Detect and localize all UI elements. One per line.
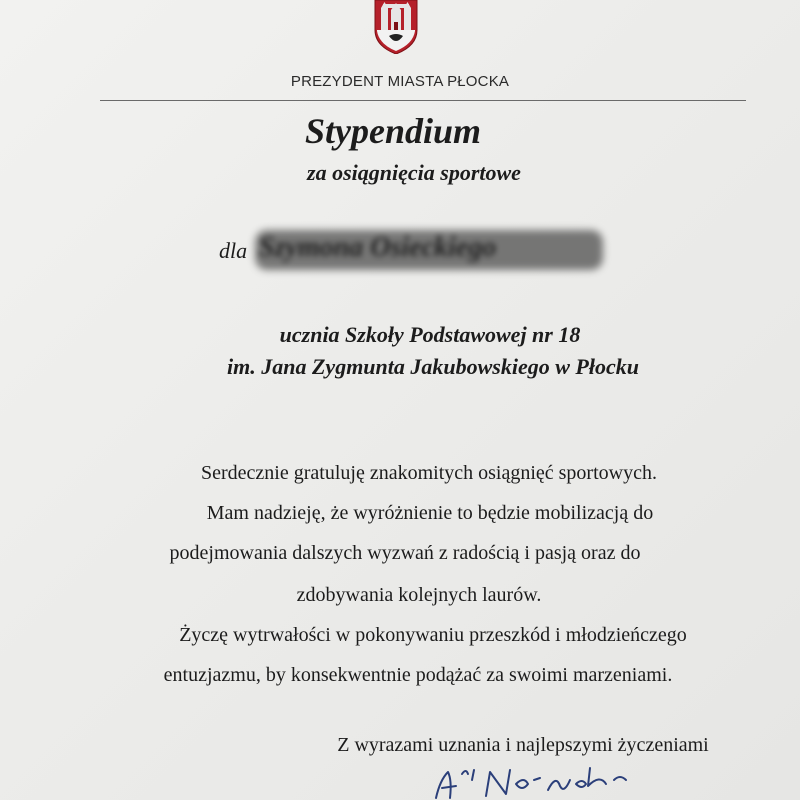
- redaction-blur: [255, 230, 603, 270]
- certificate-title: Stypendium: [304, 111, 482, 151]
- city-coat-of-arms-icon: [369, 0, 423, 54]
- handwritten-signature-icon: [430, 750, 640, 800]
- body-line: entuzjazmu, by konsekwentnie podążać za swoimi marzeniami.: [163, 664, 673, 686]
- certificate-subtitle: za osiągnięcia sportowe: [307, 160, 521, 185]
- school-line-2: im. Jana Zygmunta Jakubowskiego w Płocku: [227, 354, 639, 379]
- issuer-heading: PREZYDENT MIASTA PŁOCKA: [290, 73, 510, 90]
- closing-text: Z wyrazami uznania i najlepszymi życzeniami: [337, 734, 709, 756]
- body-line: Serdecznie gratuluję znakomitych osiągnięć sportowych.: [201, 462, 657, 484]
- school-line-1: ucznia Szkoły Podstawowej nr 18: [279, 322, 581, 347]
- dedication-prefix: dla: [219, 238, 248, 263]
- body-line: Życzę wytrwałości w pokonywaniu przeszkód i młodzieńczego: [179, 624, 687, 646]
- body-line: zdobywania kolejnych laurów.: [296, 584, 542, 606]
- body-line: podejmowania dalszych wyzwań z radością i pasją oraz do: [169, 542, 641, 564]
- header-divider: [100, 100, 746, 101]
- body-line: Mam nadzieję, że wyróżnienie to będzie mobilizacją do: [206, 502, 654, 524]
